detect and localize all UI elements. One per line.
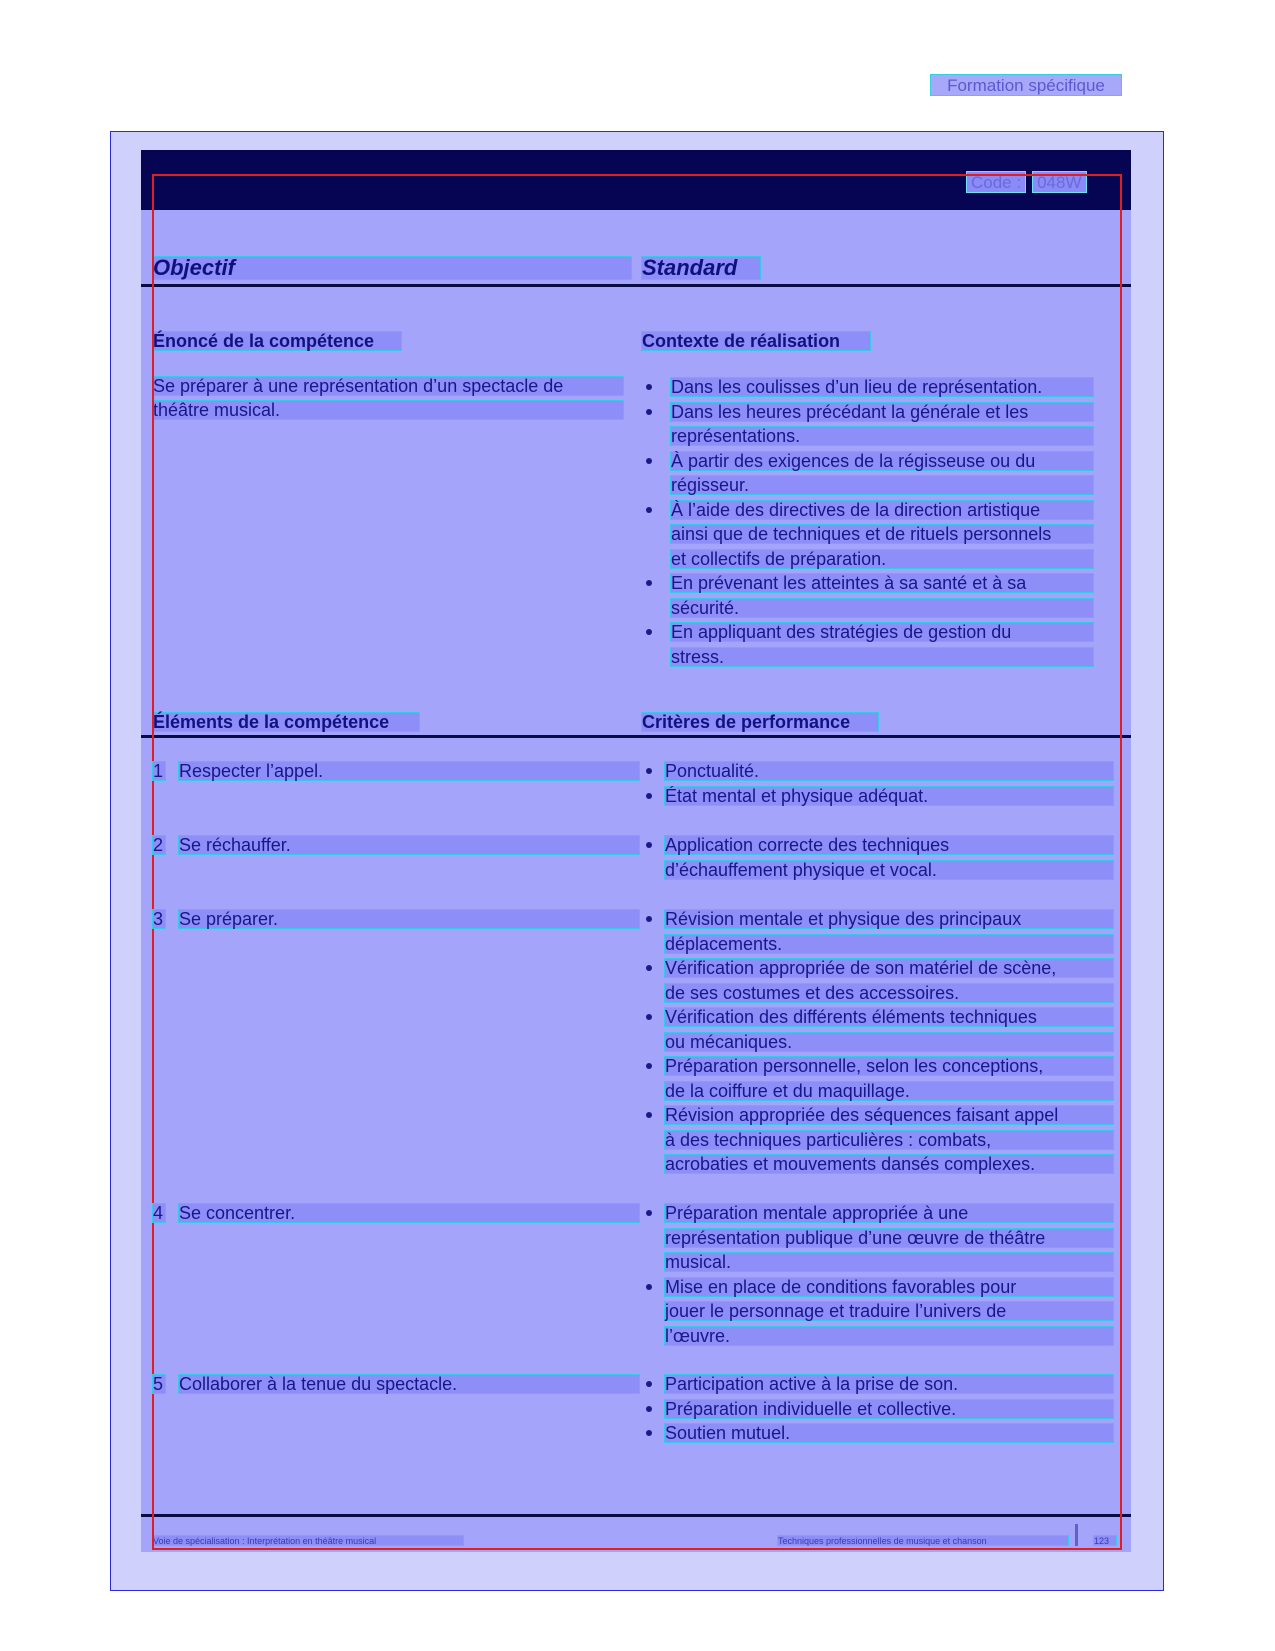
bullet-icon <box>646 409 652 415</box>
heading-rule <box>141 284 1131 287</box>
criterion-line: Préparation personnelle, selon les conceptions, <box>664 1056 1114 1076</box>
criterion-line: Révision appropriée des séquences faisant appel <box>664 1105 1114 1125</box>
bullet-icon <box>646 1014 652 1020</box>
statement-line: théâtre musical. <box>152 400 624 420</box>
bullet-icon <box>646 507 652 513</box>
criterion-line: Vérification appropriée de son matériel de scène, <box>664 958 1114 978</box>
bullet-icon <box>646 1430 652 1436</box>
element-label: Se concentrer. <box>178 1203 640 1223</box>
bullet-icon <box>646 629 652 635</box>
bullet-icon <box>646 842 652 848</box>
bullet-icon <box>646 1406 652 1412</box>
criterion-line: État mental et physique adéquat. <box>664 786 1114 806</box>
bullet-icon <box>646 768 652 774</box>
element-num: 5 <box>152 1374 166 1394</box>
criterion-line: Vérification des différents éléments techniques <box>664 1007 1114 1027</box>
context-line: En appliquant des stratégies de gestion du <box>670 622 1094 642</box>
criterion-line: Préparation mentale appropriée à une <box>664 1203 1114 1223</box>
bullet-icon <box>646 384 652 390</box>
element-num: 3 <box>152 909 166 929</box>
bullet-icon <box>646 965 652 971</box>
criterion-line: de la coiffure et du maquillage. <box>664 1081 1114 1101</box>
bullet-icon <box>646 1063 652 1069</box>
context-line: ainsi que de techniques et de rituels personnels <box>670 524 1094 544</box>
statement-line: Se préparer à une représentation d’un spectacle de <box>152 376 624 396</box>
element-num: 2 <box>152 835 166 855</box>
bullet-icon <box>646 916 652 922</box>
criterion-line: représentation publique d’une œuvre de théâtre <box>664 1228 1114 1248</box>
bullet-icon <box>646 1381 652 1387</box>
bullet-icon <box>646 458 652 464</box>
element-label: Se préparer. <box>178 909 640 929</box>
criterion-line: Soutien mutuel. <box>664 1423 1114 1443</box>
code-box <box>966 171 1122 193</box>
criterion-line: d’échauffement physique et vocal. <box>664 860 1114 880</box>
footer-rule <box>141 1514 1131 1517</box>
bullet-icon <box>646 1112 652 1118</box>
objective-heading: Objectif <box>152 256 632 280</box>
context-line: À l’aide des directives de la direction artistique <box>670 500 1094 520</box>
context-line: Dans les coulisses d’un lieu de représentation. <box>670 377 1094 397</box>
criterion-line: musical. <box>664 1252 1114 1272</box>
criterion-line: ou mécaniques. <box>664 1032 1114 1052</box>
criterion-line: à des techniques particulières : combats, <box>664 1130 1114 1150</box>
footer-left: Voie de spécialisation : Interprétation en théâtre musical <box>152 1535 464 1546</box>
element-label: Respecter l’appel. <box>178 761 640 781</box>
element-label: Se réchauffer. <box>178 835 640 855</box>
criterion-line: jouer le personnage et traduire l’univers de <box>664 1301 1114 1321</box>
standard-heading: Standard <box>641 256 761 280</box>
context-title: Contexte de réalisation <box>641 331 871 351</box>
context-line: représentations. <box>670 426 1094 446</box>
criterion-line: acrobaties et mouvements dansés complexes. <box>664 1154 1114 1174</box>
page-mark <box>1075 1524 1078 1546</box>
bullet-icon <box>646 1210 652 1216</box>
criterion-line: de ses costumes et des accessoires. <box>664 983 1114 1003</box>
code-value: 048W <box>1032 171 1086 193</box>
code-label: Code : <box>966 171 1026 193</box>
criterion-line: Participation active à la prise de son. <box>664 1374 1114 1394</box>
bullet-icon <box>646 793 652 799</box>
criterion-line: déplacements. <box>664 934 1114 954</box>
criterion-line: Application correcte des techniques <box>664 835 1114 855</box>
statement-title: Énoncé de la compétence <box>152 331 402 351</box>
criterion-line: Préparation individuelle et collective. <box>664 1399 1114 1419</box>
context-line: et collectifs de préparation. <box>670 549 1094 569</box>
context-line: sécurité. <box>670 598 1094 618</box>
context-line: stress. <box>670 647 1094 667</box>
element-num: 1 <box>152 761 166 781</box>
section-rule <box>141 735 1131 738</box>
bullet-icon <box>646 1284 652 1290</box>
criterion-line: Ponctualité. <box>664 761 1114 781</box>
element-num: 4 <box>152 1203 166 1223</box>
element-label: Collaborer à la tenue du spectacle. <box>178 1374 640 1394</box>
page-number: 123 <box>1093 1535 1117 1546</box>
footer-right: Techniques professionnelles de musique et chanson <box>777 1535 1069 1546</box>
context-line: Dans les heures précédant la générale et les <box>670 402 1094 422</box>
program-label: Formation spécifique <box>930 74 1122 96</box>
context-line: En prévenant les atteintes à sa santé et à sa <box>670 573 1094 593</box>
bullet-icon <box>646 580 652 586</box>
criterion-line: l’œuvre. <box>664 1326 1114 1346</box>
criterion-line: Révision mentale et physique des principaux <box>664 909 1114 929</box>
context-line: régisseur. <box>670 475 1094 495</box>
elements-title: Éléments de la compétence <box>152 712 420 732</box>
context-line: À partir des exigences de la régisseuse ou du <box>670 451 1094 471</box>
criterion-line: Mise en place de conditions favorables pour <box>664 1277 1114 1297</box>
criteria-title: Critères de performance <box>641 712 879 732</box>
